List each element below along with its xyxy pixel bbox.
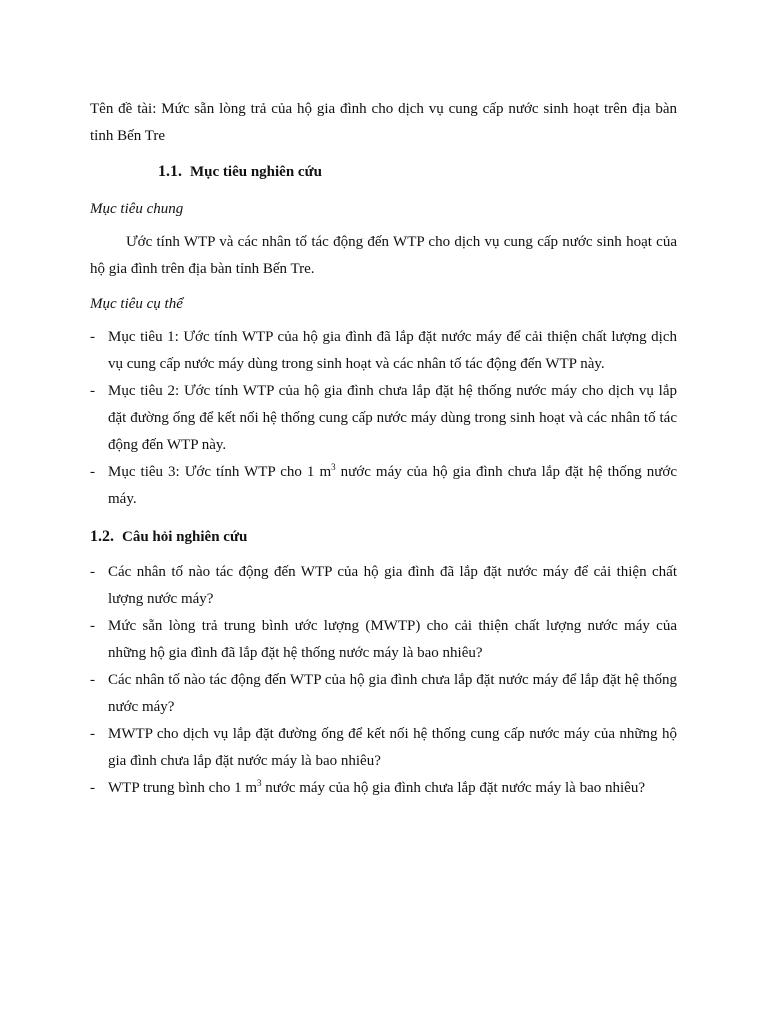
text-after-superscript: nước máy của hộ gia đình chưa lắp đặt hệ thống nước máy.	[108, 464, 677, 507]
list-item-text: Các nhân tố nào tác động đến WTP của hộ gia đình chưa lắp đặt nước máy để lắp đặt hệ thống nước máy?	[108, 672, 677, 715]
section-number: 1.2.	[90, 528, 114, 545]
list-item	[90, 721, 677, 775]
list-item-text: Mục tiêu 2: Ước tính WTP của hộ gia đình chưa lắp đặt hệ thống nước máy cho dịch vụ lắp đặt đường ống để kết nối hệ thống cung cấp nước máy dùng trong sinh hoạt và các nhân tố tác động đến WTP này.	[108, 383, 677, 453]
superscript: 3	[257, 778, 262, 788]
list-item-text: MWTP cho dịch vụ lắp đặt đường ống để kết nối hệ thống cung cấp nước máy của những hộ gia đình chưa lắp đặt nước máy là bao nhiêu?	[108, 726, 677, 769]
research-question-list	[90, 559, 677, 802]
section-heading-1-1	[90, 158, 677, 186]
dash-bullet: -	[90, 564, 95, 580]
specific-objective-list	[90, 324, 677, 513]
general-objective-text: Ước tính WTP và các nhân tố tác động đến WTP cho dịch vụ cung cấp nước sinh hoạt của hộ gia đình trên địa bàn tỉnh Bến Tre.	[90, 234, 677, 277]
list-item-text: Mục tiêu 1: Ước tính WTP của hộ gia đình đã lắp đặt nước máy để cải thiện chất lượng dịch vụ cung cấp nước máy dùng trong sinh hoạt và các nhân tố tác động đến WTP này.	[108, 329, 677, 372]
list-item-text: Mức sẵn lòng trả trung bình ước lượng (MWTP) cho cải thiện chất lượng nước máy của những hộ gia đình đã lắp đặt hệ thống nước máy là bao nhiêu?	[108, 618, 677, 661]
list-item	[90, 459, 677, 513]
dash-bullet: -	[90, 329, 95, 345]
text-before-superscript: Mục tiêu 3: Ước tính WTP cho 1 m	[108, 464, 332, 480]
list-item-text	[108, 464, 677, 507]
dash-bullet: -	[90, 618, 95, 634]
list-item	[90, 378, 677, 459]
dash-bullet: -	[90, 464, 95, 480]
section-heading-1-2	[90, 523, 677, 551]
list-item	[90, 613, 677, 667]
section-title: Câu hỏi nghiên cứu	[122, 529, 248, 545]
dash-bullet: -	[90, 672, 95, 688]
dash-bullet: -	[90, 383, 95, 399]
section-number: 1.1.	[158, 163, 182, 180]
list-item	[90, 667, 677, 721]
thesis-title: Tên đề tài: Mức sẵn lòng trả của hộ gia đình cho dịch vụ cung cấp nước sinh hoạt trên địa bàn tỉnh Bến Tre	[90, 101, 677, 144]
list-item	[90, 324, 677, 378]
list-item	[90, 775, 677, 802]
dash-bullet: -	[90, 780, 95, 796]
list-item-text	[108, 780, 645, 796]
dash-bullet: -	[90, 726, 95, 742]
list-item-text: Các nhân tố nào tác động đến WTP của hộ gia đình đã lắp đặt nước máy để cải thiện chất lượng nước máy?	[108, 564, 677, 607]
list-item	[90, 559, 677, 613]
superscript: 3	[331, 462, 336, 472]
text-before-superscript: WTP trung bình cho 1 m	[108, 780, 258, 796]
text-after-superscript: nước máy của hộ gia đình chưa lắp đặt nước máy là bao nhiêu?	[261, 780, 645, 796]
document-content	[90, 96, 677, 802]
general-objective-label: Mục tiêu chung	[90, 201, 184, 217]
section-title: Mục tiêu nghiên cứu	[190, 164, 322, 180]
specific-objective-label: Mục tiêu cụ thể	[90, 296, 183, 312]
